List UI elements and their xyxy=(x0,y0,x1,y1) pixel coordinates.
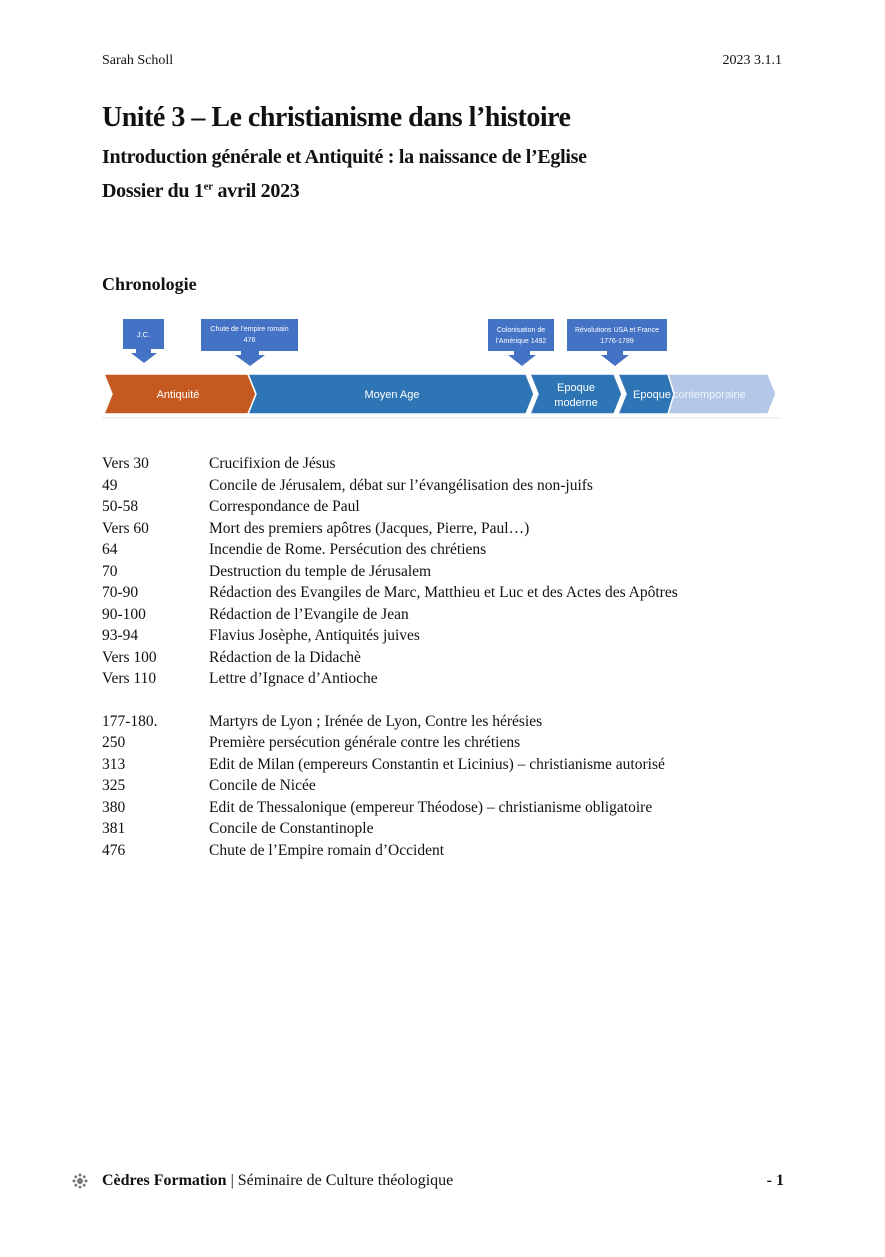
chronology-event: Mort des premiers apôtres (Jacques, Pierre, Paul…) xyxy=(209,519,530,537)
chronology-event: Crucifixion de Jésus xyxy=(209,455,336,472)
chronology-event: Première persécution générale contre les chrétiens xyxy=(209,734,521,751)
callout-revolutions xyxy=(567,319,667,366)
section-title-chronologie: Chronologie xyxy=(102,274,197,294)
chronology-date: 49 xyxy=(102,476,118,494)
header-author: Sarah Scholl xyxy=(102,53,174,68)
chronology-event: Incendie de Rome. Persécution des chrétiens xyxy=(209,541,487,558)
chronology-date: 90-100 xyxy=(102,605,146,623)
svg-text:476: 476 xyxy=(243,337,256,344)
chronology-date: Vers 60 xyxy=(102,519,149,537)
chronology-date: 250 xyxy=(102,734,126,751)
chronology-part-2 xyxy=(102,711,802,862)
chronology-row xyxy=(102,797,802,819)
chronology-event: Concile de Jérusalem, débat sur l’évangélisation des non-juifs xyxy=(209,476,593,494)
chronology-date: 70-90 xyxy=(102,584,139,601)
svg-text:Chute de l’empire romain: Chute de l’empire romain xyxy=(210,326,289,333)
footer-separator: | xyxy=(230,1172,234,1189)
period-epoque-moderne-label-1: Epoque xyxy=(557,382,595,394)
chronology-row xyxy=(102,818,802,840)
chronology-event: Destruction du temple de Jérusalem xyxy=(209,562,432,580)
dossier-suffix: avril 2023 xyxy=(212,180,300,202)
svg-text:Colonisation de: Colonisation de xyxy=(496,327,546,334)
svg-text:1776-1789: 1776-1789 xyxy=(600,338,634,345)
chronology-event: Chute de l’Empire romain d’Occident xyxy=(209,841,445,859)
chronology-date: 325 xyxy=(102,777,126,794)
chronology-row xyxy=(102,625,802,647)
footer-brand: Cèdres Formation xyxy=(102,1172,227,1189)
header-reference: 2023 3.1.1 xyxy=(722,53,782,68)
chronology-event: Concile de Constantinople xyxy=(209,820,374,837)
chronology-list xyxy=(102,453,802,861)
chronology-row xyxy=(102,775,802,797)
callout-chute-empire xyxy=(201,319,298,366)
chronology-date: 177-180. xyxy=(102,712,158,730)
chronology-event: Lettre d’Ignace d’Antioche xyxy=(209,670,378,687)
chronology-event: Rédaction de la Didachè xyxy=(209,648,361,666)
chronology-row xyxy=(102,840,802,862)
chronology-row xyxy=(102,561,802,583)
period-epoque-moderne-label-2: moderne xyxy=(554,397,598,409)
chronology-date: 93-94 xyxy=(102,627,139,644)
page-number: - 1 xyxy=(766,1172,784,1189)
chronology-event: Concile de Nicée xyxy=(209,777,316,794)
svg-text:l’Amérique 1492: l’Amérique 1492 xyxy=(495,338,547,345)
footer-course: Séminaire de Culture théologique xyxy=(237,1172,454,1189)
cedres-logo-icon xyxy=(72,1173,88,1189)
chronology-date: 50-58 xyxy=(102,498,139,515)
dossier-prefix: Dossier du 1 xyxy=(102,180,204,202)
chronology-row xyxy=(102,668,802,690)
chronology-date: 476 xyxy=(102,841,126,859)
chronology-event: Flavius Josèphe, Antiquités juives xyxy=(209,627,420,644)
chronology-row xyxy=(102,732,802,754)
chronology-event: Edit de Thessalonique (empereur Théodose) – christianisme obligatoire xyxy=(209,798,653,816)
chronology-date: Vers 30 xyxy=(102,455,149,472)
chronology-event: Rédaction des Evangiles de Marc, Matthieu et Luc et des Actes des Apôtres xyxy=(209,584,678,601)
chronology-event: Correspondance de Paul xyxy=(209,498,360,515)
dossier-date xyxy=(102,180,299,203)
chronology-event: Martyrs de Lyon ; Irénée de Lyon, Contre les hérésies xyxy=(209,712,543,730)
chronology-row xyxy=(102,604,802,626)
chronology-row xyxy=(102,754,802,776)
period-moyen-age-label: Moyen Age xyxy=(364,389,420,401)
timeline-diagram xyxy=(102,308,780,420)
document-subtitle: Introduction générale et Antiquité : la naissance de l’Eglise xyxy=(102,146,587,168)
chronology-row xyxy=(102,647,802,669)
dossier-sup: er xyxy=(203,180,213,193)
chronology-row xyxy=(102,582,802,604)
chronology-date: 381 xyxy=(102,820,126,837)
chronology-row xyxy=(102,475,802,497)
chronology-part-1 xyxy=(102,453,802,690)
timeline-svg xyxy=(102,308,780,420)
chronology-date: 64 xyxy=(102,541,118,558)
period-antiquite-label: Antiquité xyxy=(156,389,200,401)
svg-text:J.C.: J.C. xyxy=(136,330,151,339)
period-epoque-contemporaine-label-1: Epoque xyxy=(633,389,671,401)
chronology-date: 313 xyxy=(102,755,126,773)
chronology-row xyxy=(102,539,802,561)
chronology-row xyxy=(102,711,802,733)
chronology-row xyxy=(102,453,802,475)
document-title: Unité 3 – Le christianisme dans l’histoire xyxy=(102,102,571,133)
svg-text:Révolutions USA et France: Révolutions USA et France xyxy=(574,327,660,334)
chronology-date: 380 xyxy=(102,798,126,816)
chronology-date: Vers 100 xyxy=(102,648,157,666)
chronology-event: Edit de Milan (empereurs Constantin et Licinius) – christianisme autorisé xyxy=(209,755,665,773)
page-footer xyxy=(72,1172,784,1190)
chronology-row xyxy=(102,496,802,518)
chronology-date: 70 xyxy=(102,562,118,580)
chronology-event: Rédaction de l’Evangile de Jean xyxy=(209,605,409,623)
chronology-gap xyxy=(102,690,802,711)
chronology-row xyxy=(102,518,802,540)
callout-colonisation xyxy=(488,319,554,366)
chronology-date: Vers 110 xyxy=(102,670,157,687)
callout-jc xyxy=(123,319,164,363)
period-epoque-contemporaine-label-2: contemporaine xyxy=(673,389,746,401)
